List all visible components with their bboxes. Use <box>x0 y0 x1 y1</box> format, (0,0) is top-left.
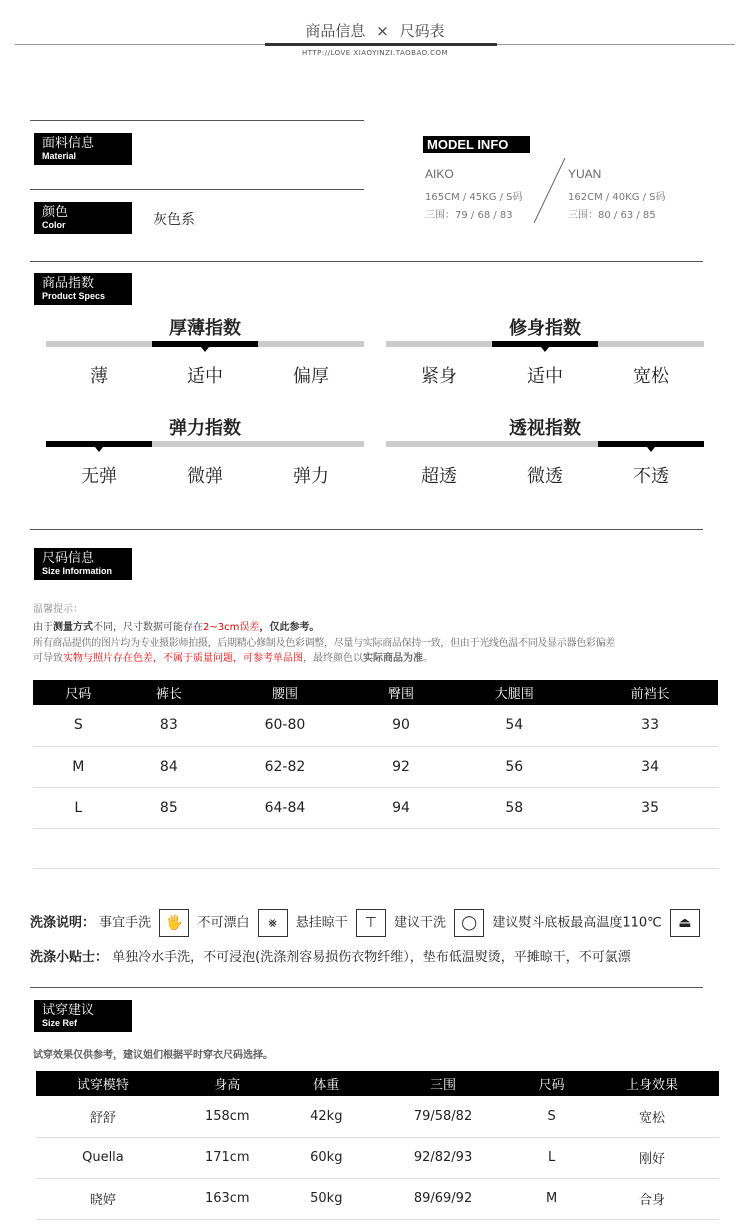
no-bleach-icon: ⨳ <box>258 909 288 937</box>
scale-option: 微弹 <box>187 466 223 487</box>
scale-title: 厚薄指数 <box>169 318 241 339</box>
table-cell: 62-82 <box>214 746 356 787</box>
model-size: 165CM / 45KG / S码 <box>425 192 523 203</box>
size-ref-table <box>36 1071 719 1220</box>
table-cell: 94 <box>356 787 447 828</box>
table-cell: 92/82/93 <box>368 1137 518 1178</box>
table-cell: 晓婷 <box>36 1178 170 1219</box>
table-header-cell: 尺码 <box>518 1071 585 1096</box>
wash-row <box>30 909 704 937</box>
scale-segment <box>152 441 258 447</box>
scale-segment <box>46 341 152 347</box>
wash-tips-label: 洗涤小贴士： <box>30 950 109 965</box>
table-cell: 83 <box>124 705 215 746</box>
header-title-sep: × <box>376 22 389 40</box>
table-cell: 84 <box>124 746 215 787</box>
scale-title: 弹力指数 <box>169 418 241 439</box>
table-header-cell: 尺码 <box>33 680 124 705</box>
scale-option: 超透 <box>421 466 457 487</box>
table-cell: 58 <box>446 787 582 828</box>
table-cell: L <box>518 1137 585 1178</box>
size-info-label: 尺码信息 Size Information <box>34 548 132 580</box>
scale-segment <box>386 341 492 347</box>
model-info-title: MODEL INFO <box>423 136 530 153</box>
scale-segment <box>386 441 492 447</box>
table-cell: 刚好 <box>585 1137 719 1178</box>
scale-segment <box>492 441 598 447</box>
wash-label: 洗涤说明： <box>30 915 96 931</box>
scale-option: 偏厚 <box>293 366 329 387</box>
table-cell: M <box>33 746 124 787</box>
table-cell: 60kg <box>285 1137 368 1178</box>
table-header-cell: 大腿围 <box>446 680 582 705</box>
table-cell: 64-84 <box>214 787 356 828</box>
table-cell: 158cm <box>170 1096 285 1137</box>
table-cell: 42kg <box>285 1096 368 1137</box>
specs-label: 商品指数 Product Specs <box>34 273 132 305</box>
table-cell: 85 <box>124 787 215 828</box>
model-name: YUAN <box>568 167 602 181</box>
divider <box>30 261 703 262</box>
wash-tips <box>30 946 631 965</box>
scale-segment <box>258 441 364 447</box>
scale-bar <box>386 441 704 447</box>
table-cell: 54 <box>446 705 582 746</box>
color-label: 颜色 Color <box>34 202 132 234</box>
hand-wash-icon: 🖐 <box>159 909 189 937</box>
tip-line-2: 所有商品提供的图片均为专业摄影师拍摄，后期精心修制及色彩调整，尽量与实际商品保持一致，但由于光线色温不同及显示器色彩偏差 <box>33 638 615 649</box>
table-cell: L <box>33 787 124 828</box>
divider <box>30 189 364 190</box>
scale-bar <box>46 341 364 347</box>
iron-icon: ⏏ <box>670 909 700 937</box>
size-ref-note: 试穿效果仅供参考，建议姐们根据平时穿衣尺码选择。 <box>33 1050 273 1061</box>
divider <box>30 529 703 530</box>
table-cell: 92 <box>356 746 447 787</box>
size-table <box>33 680 718 829</box>
table-cell: 50kg <box>285 1178 368 1219</box>
table-cell: 合身 <box>585 1178 719 1219</box>
table-cell: 163cm <box>170 1178 285 1219</box>
scale-segment <box>598 341 704 347</box>
table-header-cell: 前裆长 <box>582 680 718 705</box>
table-header-cell: 试穿模特 <box>36 1071 170 1096</box>
table-cell: 90 <box>356 705 447 746</box>
table-cell: 舒舒 <box>36 1096 170 1137</box>
model-divider-slash <box>532 158 566 224</box>
model-measure: 三围：80 / 63 / 85 <box>568 210 656 221</box>
dry-clean-icon: ◯ <box>454 909 484 937</box>
table-header-cell: 上身效果 <box>585 1071 719 1096</box>
table-row <box>33 746 718 787</box>
tip-title: 温馨提示： <box>33 604 83 615</box>
wash-text: 建议熨斗底板最高温度110℃ <box>492 915 662 931</box>
tip-line-3: 可导致实物与照片存在色差，不属于质量问题，可参考单品图，最终颜色以实际商品为准。 <box>33 653 433 664</box>
header-url: HTTP://LOVE XIAOYINZI.TAOBAO.COM <box>301 49 449 57</box>
wash-tips-text: 单独冷水手洗，不可浸泡(洗涤剂容易损伤衣物纤维），垫布低温熨烫，平摊晾干，不可氯漂 <box>112 950 631 965</box>
scale-option: 弹力 <box>293 466 329 487</box>
divider <box>33 868 718 869</box>
scale-option: 不透 <box>633 466 669 487</box>
table-cell: 60-80 <box>214 705 356 746</box>
scale-option: 适中 <box>527 366 563 387</box>
scale-option: 紧身 <box>421 366 457 387</box>
model-size: 162CM / 40KG / S码 <box>568 192 666 203</box>
scale-pointer-icon <box>541 347 549 352</box>
header-underline <box>265 43 497 46</box>
table-header-cell: 三围 <box>368 1071 518 1096</box>
table-header-cell: 体重 <box>285 1071 368 1096</box>
scale-bar <box>46 441 364 447</box>
header-title-right: 尺码表 <box>399 22 445 40</box>
wash-text: 不可漂白 <box>197 915 250 931</box>
model-name: AIKO <box>425 167 454 181</box>
divider <box>30 120 364 121</box>
scale-segment <box>258 341 364 347</box>
table-cell: S <box>518 1096 585 1137</box>
table-row <box>36 1096 719 1137</box>
scale-title: 透视指数 <box>509 418 581 439</box>
scale-option: 无弹 <box>81 466 117 487</box>
table-row <box>36 1137 719 1178</box>
scale-bar <box>386 341 704 347</box>
table-cell: 56 <box>446 746 582 787</box>
scale-pointer-icon <box>647 447 655 452</box>
table-cell: 171cm <box>170 1137 285 1178</box>
scale-option: 微透 <box>527 466 563 487</box>
divider <box>30 987 703 988</box>
table-cell: 33 <box>582 705 718 746</box>
table-cell: 宽松 <box>585 1096 719 1137</box>
color-value: 灰色系 <box>153 212 195 228</box>
table-cell: 34 <box>582 746 718 787</box>
scale-option: 薄 <box>90 366 108 387</box>
table-cell: S <box>33 705 124 746</box>
wash-text: 悬挂晾干 <box>295 915 348 931</box>
table-cell: 79/58/82 <box>368 1096 518 1137</box>
size-ref-label: 试穿建议 Size Ref <box>34 1000 132 1032</box>
table-header-cell: 腰围 <box>214 680 356 705</box>
hang-dry-icon: ⊤ <box>356 909 386 937</box>
table-row <box>36 1178 719 1219</box>
header-title-left: 商品信息 <box>305 22 366 40</box>
scale-option: 适中 <box>187 366 223 387</box>
scale-pointer-icon <box>201 347 209 352</box>
model-measure: 三围：79 / 68 / 83 <box>425 210 513 221</box>
table-header-cell: 臀围 <box>356 680 447 705</box>
material-label: 面料信息 Material <box>34 133 132 165</box>
wash-text: 事宜手洗 <box>99 915 152 931</box>
table-cell: Quella <box>36 1137 170 1178</box>
table-header-cell: 身高 <box>170 1071 285 1096</box>
scale-title: 修身指数 <box>509 318 581 339</box>
scale-option: 宽松 <box>633 366 669 387</box>
wash-text: 建议干洗 <box>394 915 447 931</box>
table-cell: 35 <box>582 787 718 828</box>
table-row <box>33 787 718 828</box>
scale-pointer-icon <box>95 447 103 452</box>
table-cell: 89/69/92 <box>368 1178 518 1219</box>
page-header <box>0 20 750 41</box>
tip-line-1: 由于测量方式不同，尺寸数据可能存在2~3cm误差，仅此参考。 <box>33 622 320 633</box>
table-header-cell: 裤长 <box>124 680 215 705</box>
table-cell: M <box>518 1178 585 1219</box>
table-row <box>33 705 718 746</box>
